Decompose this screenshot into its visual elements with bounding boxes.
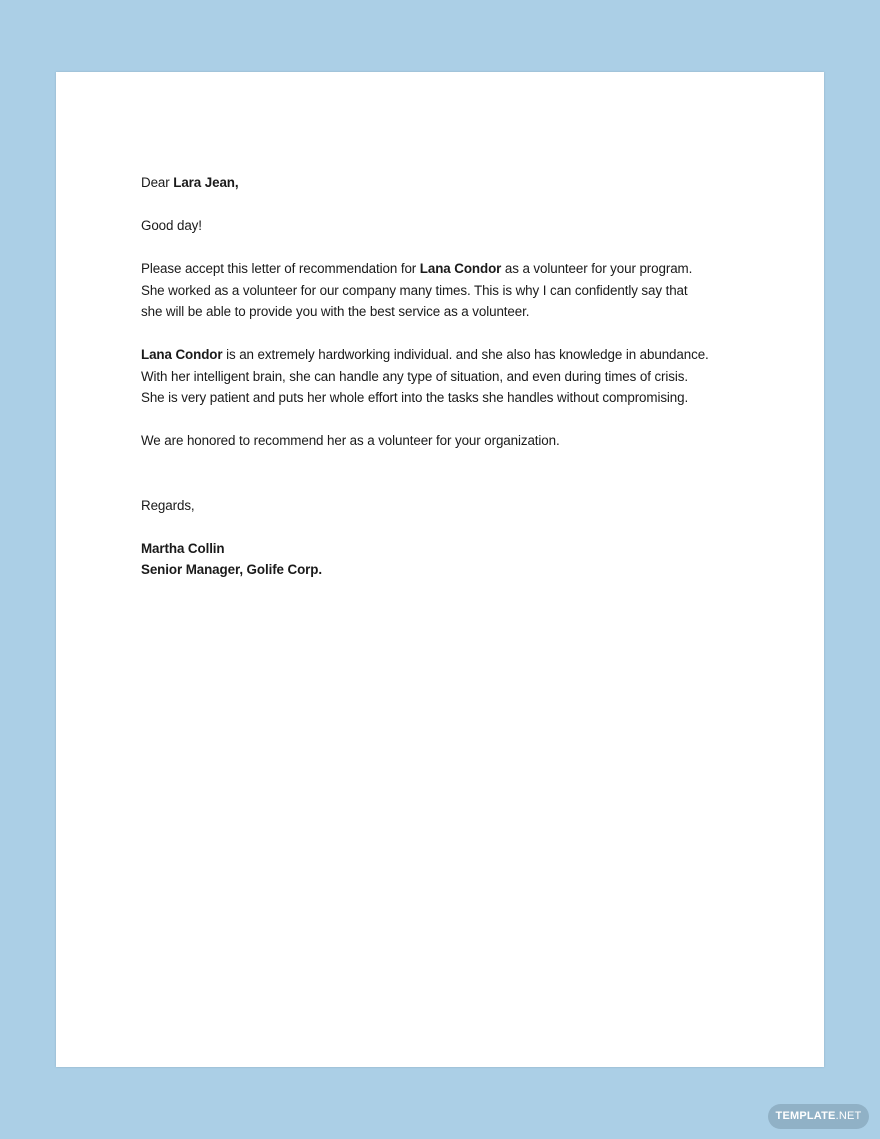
watermark-light-text: .NET xyxy=(835,1110,862,1122)
greeting: Good day! xyxy=(141,218,202,233)
para1-line2: She worked as a volunteer for our company many times. This is why I can confidently say that xyxy=(141,282,688,298)
para2-after: is an extremely hardworking individual. and she also has knowledge in abundance. xyxy=(222,347,709,362)
paragraph-recommendation: We are honored to recommend her as a volunteer for your organization. xyxy=(141,433,560,448)
signature-block xyxy=(141,538,741,581)
watermark-bold-text: TEMPLATE xyxy=(775,1110,836,1122)
closing: Regards, xyxy=(141,497,195,513)
candidate-name: Lana Condor xyxy=(141,347,223,362)
signer-title: Senior Manager, Golife Corp. xyxy=(141,562,322,577)
salutation-prefix: Dear xyxy=(141,175,174,190)
para1-line1 xyxy=(141,261,692,276)
para2-line3: She is very patient and puts her whole effort into the tasks she handles without compromising. xyxy=(141,390,689,405)
paragraph-qualities xyxy=(141,344,741,409)
paragraph-introduction xyxy=(141,258,741,323)
template-net-watermark-badge[interactable] xyxy=(768,1104,869,1129)
para2-line1 xyxy=(141,347,709,362)
para2-line2: With her intelligent brain, she can handle any type of situation, and even during times of crisis. xyxy=(141,368,688,384)
letter-page xyxy=(56,72,824,1067)
para1-after: as a volunteer for your program. xyxy=(501,261,693,276)
para1-before: Please accept this letter of recommendation for xyxy=(141,261,420,276)
para1-line3: she will be able to provide you with the best service as a volunteer. xyxy=(141,304,530,319)
salutation-comma: , xyxy=(234,175,239,190)
letter-body xyxy=(141,172,741,581)
candidate-name: Lana Condor xyxy=(419,261,502,276)
signer-name: Martha Collin xyxy=(141,540,225,556)
recipient-name: Lara Jean xyxy=(173,175,235,190)
salutation xyxy=(141,172,741,194)
